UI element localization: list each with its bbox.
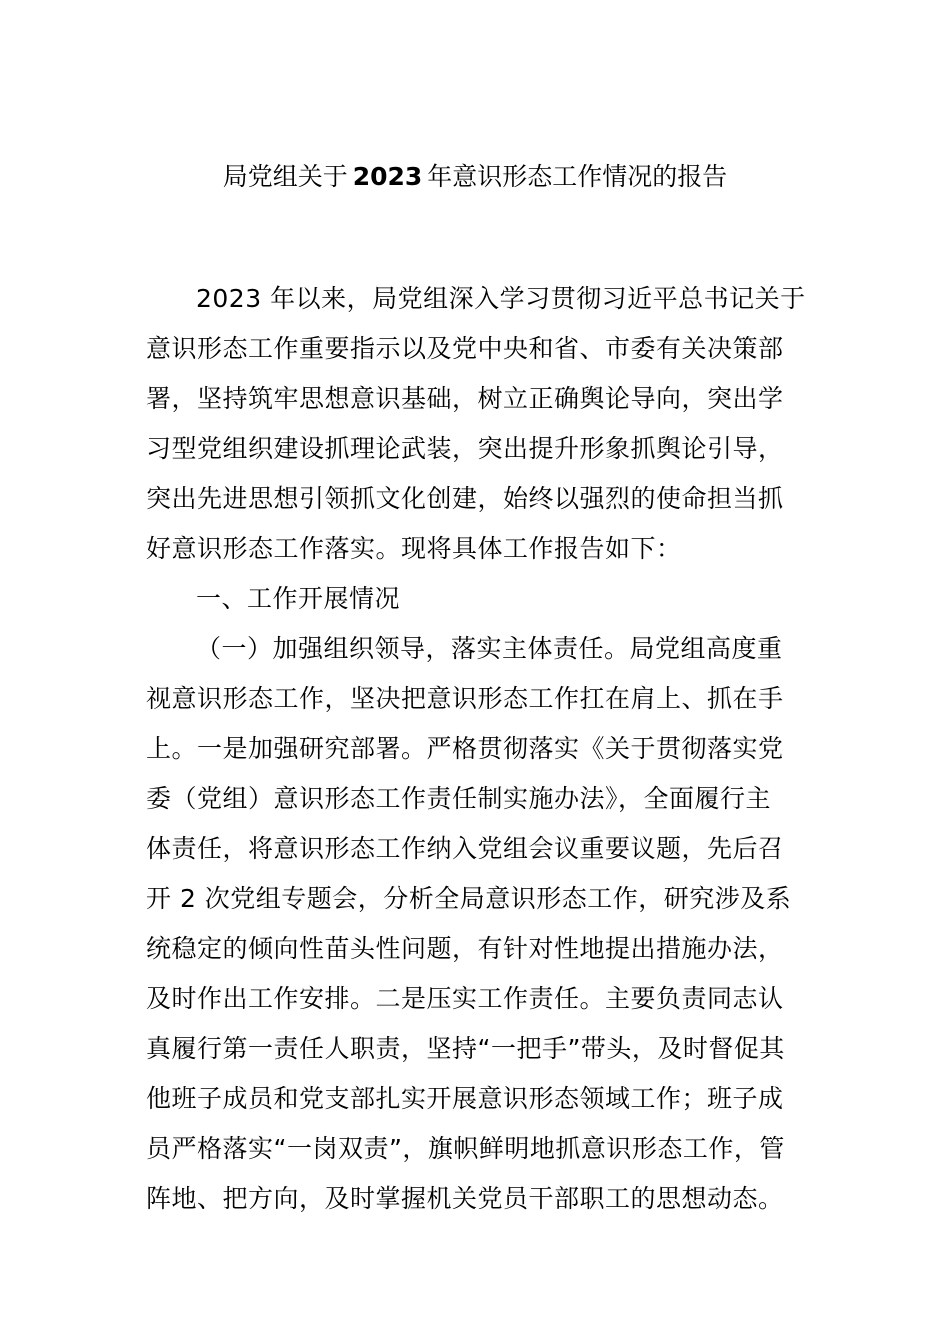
body-line: 体责任，将意识形态工作纳入党组会议重要议题，先后召 [146,834,784,863]
title-suffix: 年意识形态工作情况的报告 [427,162,728,191]
body-line: 开 2 次党组专题会，分析全局意识形态工作，研究涉及系 [146,884,792,913]
body-line: 真履行第一责任人职责，坚持“一把手”带头，及时督促其 [146,1034,785,1063]
body-line: 突出先进思想引领抓文化创建，始终以强烈的使命担当抓 [146,484,784,513]
body-line: 他班子成员和党支部扎实开展意识形态领域工作；班子成 [146,1084,784,1113]
body-line: 习型党组织建设抓理论武装，突出提升形象抓舆论引导， [146,434,784,463]
body-line: 上。一是加强研究部署。严格贯彻落实《关于贯彻落实党 [146,734,784,763]
body-line: 好意识形态工作落实。现将具体工作报告如下： [146,534,682,563]
title-year: 2023 [352,162,423,191]
body-line: 委（党组）意识形态工作责任制实施办法》，全面履行主 [146,784,772,813]
body-line: 2023 年以来，局党组深入学习贯彻习近平总书记关于 [196,284,806,313]
body-line: 阵地、把方向，及时掌握机关党员干部职工的思想动态。 [146,1184,784,1213]
body-line: 意识形态工作重要指示以及党中央和省、市委有关决策部 [146,334,784,363]
body-line: 及时作出工作安排。二是压实工作责任。主要负责同志认 [146,984,784,1013]
body-line: 统稳定的倾向性苗头性问题，有针对性地提出措施办法， [146,934,784,963]
body-line: 署，坚持筑牢思想意识基础，树立正确舆论导向，突出学 [146,384,784,413]
body-line: 员严格落实“一岗双责”，旗帜鲜明地抓意识形态工作，管 [146,1134,785,1163]
body-line: （一）加强组织领导，落实主体责任。局党组高度重 [196,634,783,663]
title-prefix: 局党组关于 [222,162,348,191]
section-heading: 一、工作开展情况 [196,584,401,613]
body-line: 视意识形态工作，坚决把意识形态工作扛在肩上、抓在手 [146,684,784,713]
document-body [146,274,810,1224]
document-title [0,158,950,196]
